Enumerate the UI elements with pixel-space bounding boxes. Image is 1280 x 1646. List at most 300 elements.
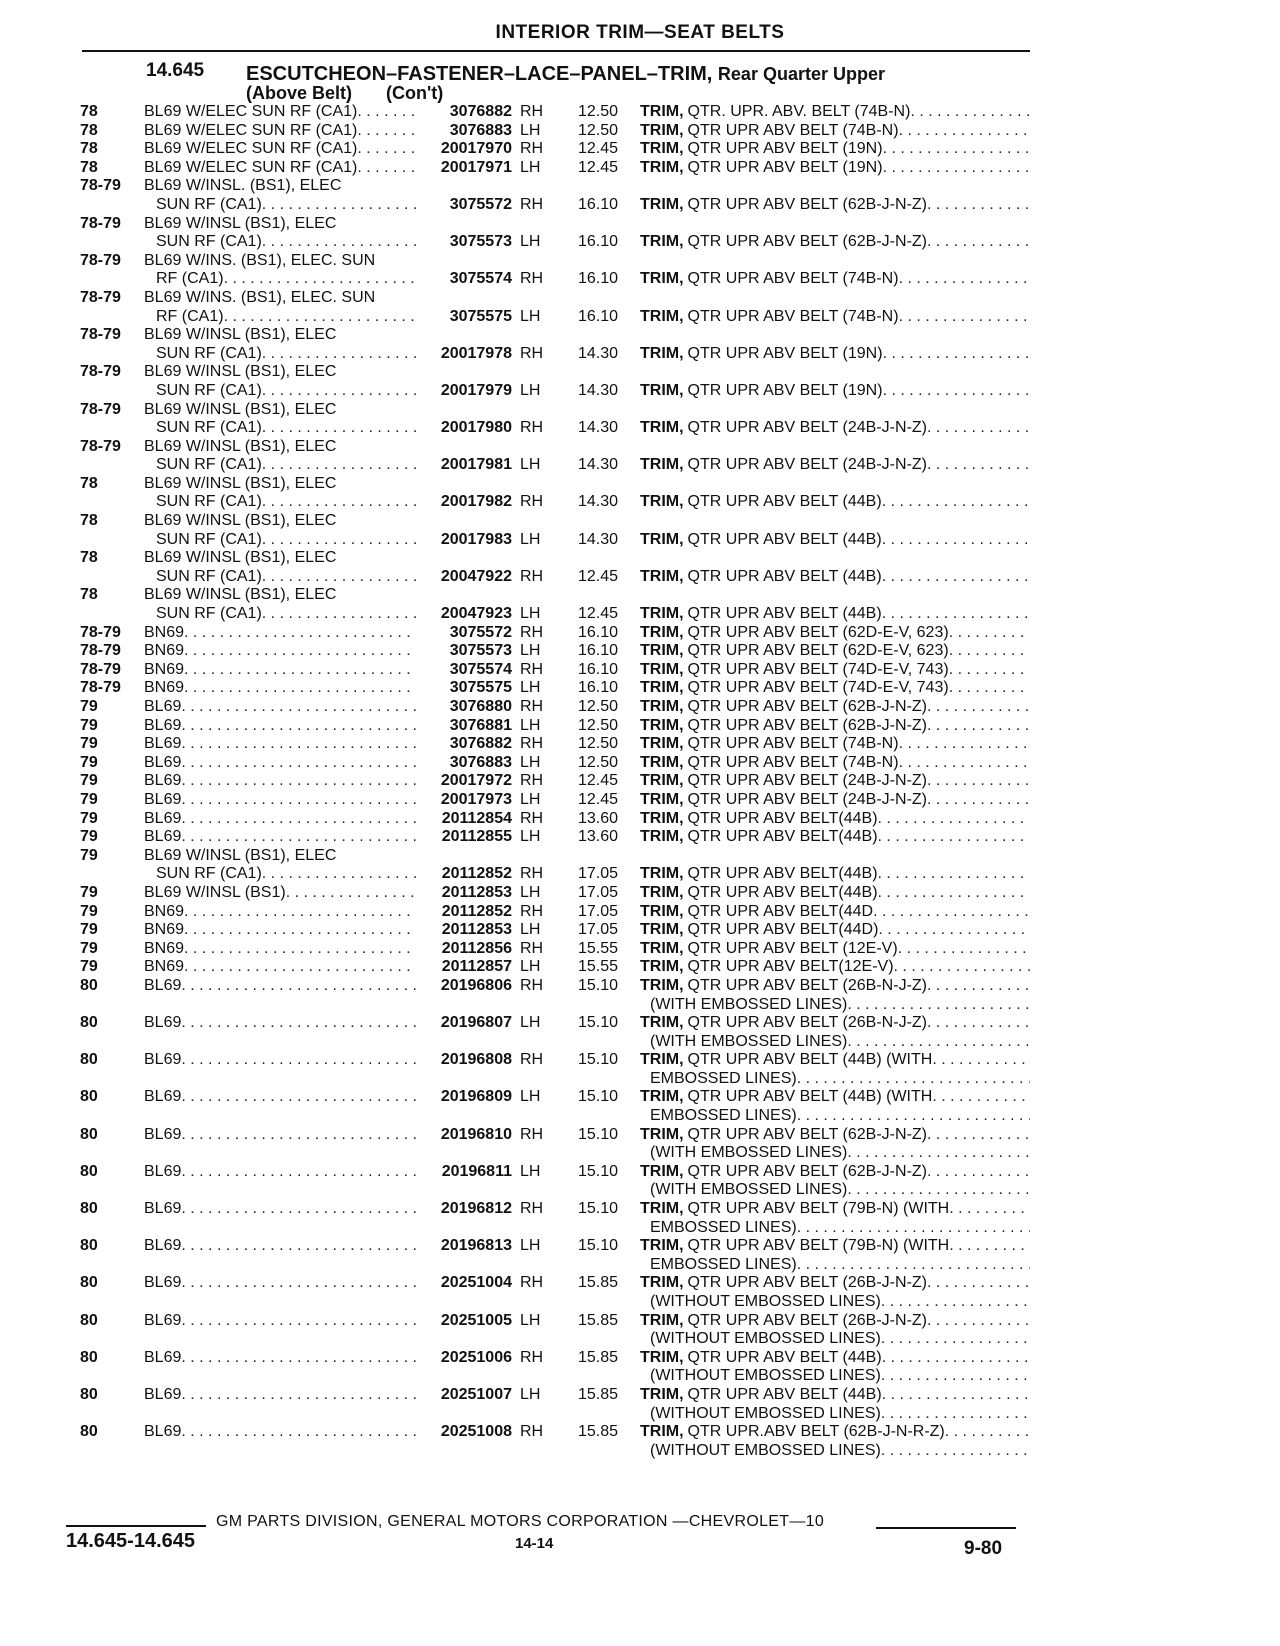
leader-dots bbox=[927, 1163, 1030, 1182]
trim-text: QTR UPR ABV BELT(44B) bbox=[687, 883, 878, 901]
trim-leader bbox=[640, 828, 1030, 847]
trim-prefix: TRIM, bbox=[640, 530, 684, 548]
trim-text: QTR UPR ABV BELT (44B) bbox=[687, 605, 882, 623]
description-text: BL69 W/ELEC SUN RF (CA1) bbox=[144, 121, 358, 139]
parts-table bbox=[80, 103, 1030, 1460]
trim-leader bbox=[640, 196, 1030, 215]
model-description bbox=[144, 1163, 416, 1182]
model-description bbox=[144, 549, 416, 568]
table-row bbox=[80, 940, 1030, 959]
trim-leader bbox=[640, 1200, 1030, 1219]
leader-dots bbox=[847, 1033, 1030, 1052]
leader-dots bbox=[847, 996, 1030, 1015]
leader-dots bbox=[927, 1312, 1030, 1331]
model-year bbox=[80, 1293, 144, 1312]
model-year: 80 bbox=[80, 1200, 98, 1218]
part-number: 3075575 bbox=[449, 307, 512, 325]
section-subtitle-text: (Above Belt) bbox=[246, 83, 353, 103]
side: LH bbox=[520, 233, 541, 251]
part-number bbox=[416, 1256, 512, 1275]
description-text: BN69 bbox=[144, 623, 185, 641]
model-description bbox=[144, 828, 416, 847]
model-description bbox=[144, 1386, 416, 1405]
description-leader bbox=[144, 940, 416, 959]
trim-prefix: TRIM, bbox=[640, 1014, 684, 1032]
leader-dots bbox=[927, 1014, 1030, 1033]
description-leader bbox=[156, 419, 416, 438]
model-description bbox=[144, 1144, 416, 1163]
trim-prefix: TRIM, bbox=[640, 753, 684, 771]
model-description bbox=[144, 438, 416, 457]
leader-dots bbox=[882, 531, 1030, 550]
side: LH bbox=[520, 1237, 541, 1255]
leader-dots bbox=[797, 1256, 1030, 1275]
description-text: SUN RF (CA1) bbox=[156, 419, 262, 437]
part-number bbox=[416, 1330, 512, 1349]
trim-description bbox=[640, 1293, 1030, 1312]
trim-text: QTR UPR ABV BELT (24B-J-N-Z) bbox=[687, 772, 927, 790]
model-description bbox=[144, 326, 416, 345]
table-row bbox=[80, 605, 1030, 624]
trim-leader bbox=[640, 345, 1030, 364]
trim-prefix: TRIM, bbox=[640, 883, 684, 901]
part-number: 20196808 bbox=[440, 1051, 512, 1069]
model-year: 79 bbox=[80, 958, 98, 976]
section-title bbox=[246, 64, 885, 84]
description-text: BL69 W/INSL (BS1), ELEC bbox=[144, 363, 337, 381]
trim-leader bbox=[640, 419, 1030, 438]
model-year: 78 bbox=[80, 586, 98, 604]
trim-description bbox=[640, 661, 1030, 680]
description-leader bbox=[144, 903, 416, 922]
trim-description bbox=[640, 493, 1030, 512]
description-text: BL69 W/INSL (BS1), ELEC bbox=[144, 846, 337, 864]
leader-dots bbox=[910, 103, 1030, 122]
side bbox=[512, 363, 554, 382]
trim-text: QTR UPR ABV BELT (26B-N-J-Z) bbox=[687, 976, 927, 994]
price: 16.10 bbox=[577, 660, 618, 678]
model-year: 78 bbox=[80, 474, 98, 492]
description-text: BL69 bbox=[144, 1348, 182, 1366]
trim-continuation-leader bbox=[640, 1144, 1030, 1163]
trim-description bbox=[640, 1181, 1030, 1200]
trim-text: QTR UPR ABV BELT (62B-J-N-Z) bbox=[687, 716, 927, 734]
model-year: 80 bbox=[80, 1348, 98, 1366]
leader-dots bbox=[899, 270, 1030, 289]
description-leader bbox=[144, 1274, 416, 1293]
side: RH bbox=[520, 1274, 544, 1292]
description-text: BL69 bbox=[144, 809, 182, 827]
trim-prefix: TRIM, bbox=[640, 735, 684, 753]
description-leader bbox=[156, 270, 416, 289]
model-year: 78-79 bbox=[80, 214, 121, 232]
model-description bbox=[144, 996, 416, 1015]
table-row bbox=[80, 549, 1030, 568]
price: 12.45 bbox=[577, 772, 618, 790]
description-text: SUN RF (CA1) bbox=[156, 233, 262, 251]
model-description bbox=[144, 1126, 416, 1145]
trim-text: QTR UPR ABV BELT (24B-J-N-Z) bbox=[687, 790, 927, 808]
price bbox=[554, 586, 640, 605]
trim-text: QTR UPR ABV BELT (44B) bbox=[687, 1348, 882, 1366]
part-number: 20017981 bbox=[440, 456, 512, 474]
part-number: 20251004 bbox=[440, 1274, 512, 1292]
model-description bbox=[144, 159, 416, 178]
trim-leader bbox=[640, 456, 1030, 475]
leader-dots bbox=[181, 828, 416, 847]
leader-dots bbox=[181, 772, 416, 791]
trim-description bbox=[640, 270, 1030, 289]
model-description bbox=[144, 103, 416, 122]
trim-description bbox=[640, 865, 1030, 884]
leader-dots bbox=[927, 1274, 1030, 1293]
price bbox=[554, 1442, 640, 1461]
leader-dots bbox=[882, 568, 1030, 587]
trim-text: QTR UPR ABV BELT (19N) bbox=[687, 344, 883, 362]
model-year bbox=[80, 605, 144, 624]
part-number: 20017982 bbox=[440, 493, 512, 511]
model-description bbox=[144, 270, 416, 289]
leader-dots bbox=[932, 1088, 1030, 1107]
model-description bbox=[144, 865, 416, 884]
price: 15.10 bbox=[577, 1125, 618, 1143]
leader-dots bbox=[883, 345, 1030, 364]
trim-prefix: TRIM, bbox=[640, 1237, 684, 1255]
trim-description bbox=[640, 754, 1030, 773]
trim-description bbox=[640, 1070, 1030, 1089]
model-year: 79 bbox=[80, 716, 98, 734]
model-year bbox=[80, 1219, 144, 1238]
leader-dots bbox=[262, 345, 416, 364]
model-year: 78 bbox=[80, 140, 98, 158]
description-leader bbox=[144, 122, 416, 141]
trim-leader bbox=[640, 958, 1030, 977]
trim-description bbox=[640, 1163, 1030, 1182]
trim-description bbox=[640, 122, 1030, 141]
side bbox=[512, 1070, 554, 1089]
table-row bbox=[80, 1126, 1030, 1145]
description-leader bbox=[144, 921, 416, 940]
model-year bbox=[80, 233, 144, 252]
trim-text: QTR UPR ABV BELT (62B-J-N-Z) bbox=[687, 1125, 927, 1143]
description-leader bbox=[144, 1163, 416, 1182]
leader-dots bbox=[899, 308, 1030, 327]
side: RH bbox=[520, 344, 544, 362]
trim-leader bbox=[640, 308, 1030, 327]
leader-dots bbox=[878, 884, 1030, 903]
trim-leader bbox=[640, 624, 1030, 643]
trim-text: QTR UPR ABV BELT (44B) (WITH bbox=[687, 1051, 933, 1069]
trim-text: QTR UPR ABV BELT (74B-N) bbox=[687, 121, 899, 139]
trim-continuation: (WITH EMBOSSED LINES) bbox=[650, 995, 848, 1013]
model-description bbox=[144, 1293, 416, 1312]
price: 17.05 bbox=[577, 921, 618, 939]
part-number: 20017983 bbox=[440, 530, 512, 548]
description-leader bbox=[156, 493, 416, 512]
price: 15.10 bbox=[577, 1014, 618, 1032]
table-row bbox=[80, 419, 1030, 438]
trim-prefix: TRIM, bbox=[640, 270, 684, 288]
model-year: 80 bbox=[80, 1162, 98, 1180]
description-leader bbox=[156, 233, 416, 252]
model-description bbox=[144, 958, 416, 977]
price: 15.10 bbox=[577, 1088, 618, 1106]
trim-text: QTR UPR ABV BELT(12E-V) bbox=[687, 958, 894, 976]
model-description bbox=[144, 977, 416, 996]
model-description bbox=[144, 1200, 416, 1219]
table-row bbox=[80, 1163, 1030, 1182]
part-number: 20112855 bbox=[441, 828, 512, 846]
trim-description bbox=[640, 1088, 1030, 1107]
trim-description bbox=[640, 1219, 1030, 1238]
description-text: BL69 bbox=[144, 1051, 182, 1069]
trim-text: QTR. UPR. ABV. BELT (74B-N) bbox=[687, 103, 911, 120]
side bbox=[512, 1293, 554, 1312]
trim-description bbox=[640, 847, 1030, 866]
table-row bbox=[80, 438, 1030, 457]
footer-rule-right bbox=[876, 1527, 1016, 1529]
description-text: BL69 bbox=[144, 772, 182, 790]
part-number: 3075573 bbox=[449, 233, 512, 251]
leader-dots bbox=[883, 382, 1030, 401]
price bbox=[554, 363, 640, 382]
trim-prefix: TRIM, bbox=[640, 772, 684, 790]
model-description bbox=[144, 1312, 416, 1331]
description-text: SUN RF (CA1) bbox=[156, 456, 262, 474]
description-text: BL69 bbox=[144, 828, 182, 846]
side: RH bbox=[520, 1348, 544, 1366]
leader-dots bbox=[882, 605, 1030, 624]
trim-description bbox=[640, 363, 1030, 382]
part-number: 20251008 bbox=[440, 1423, 512, 1441]
part-number: 20017972 bbox=[440, 772, 512, 790]
model-description bbox=[144, 642, 416, 661]
table-row bbox=[80, 642, 1030, 661]
model-description bbox=[144, 921, 416, 940]
side bbox=[512, 215, 554, 234]
side bbox=[512, 549, 554, 568]
side bbox=[512, 438, 554, 457]
trim-continuation-leader bbox=[640, 1219, 1030, 1238]
part-number: 20196807 bbox=[440, 1014, 512, 1032]
table-row bbox=[80, 531, 1030, 550]
price bbox=[554, 847, 640, 866]
trim-prefix: TRIM, bbox=[640, 865, 684, 883]
price: 13.60 bbox=[577, 809, 618, 827]
trim-leader bbox=[640, 661, 1030, 680]
side: RH bbox=[520, 195, 544, 213]
description-leader bbox=[144, 884, 416, 903]
part-number: 3075574 bbox=[449, 660, 512, 678]
part-number bbox=[416, 215, 512, 234]
trim-leader bbox=[640, 679, 1030, 698]
trim-text: QTR UPR ABV BELT(44D) bbox=[687, 921, 879, 939]
model-year: 79 bbox=[80, 883, 98, 901]
description-text: BL69 W/INSL (BS1), ELEC bbox=[144, 474, 337, 492]
table-row bbox=[80, 661, 1030, 680]
section-number: 14.645 bbox=[146, 60, 205, 81]
description-leader bbox=[156, 382, 416, 401]
footer-publisher: GM PARTS DIVISION, GENERAL MOTORS CORPORATION —CHEVROLET—10 bbox=[216, 1513, 825, 1530]
trim-leader bbox=[640, 493, 1030, 512]
trim-leader bbox=[640, 940, 1030, 959]
trim-description bbox=[640, 196, 1030, 215]
description-text: BL69 bbox=[144, 1162, 182, 1180]
trim-prefix: TRIM, bbox=[640, 976, 684, 994]
model-description bbox=[144, 1181, 416, 1200]
trim-leader bbox=[640, 735, 1030, 754]
table-row bbox=[80, 103, 1030, 122]
trim-leader bbox=[640, 698, 1030, 717]
trim-description bbox=[640, 1405, 1030, 1424]
leader-dots bbox=[181, 1014, 416, 1033]
model-description bbox=[144, 382, 416, 401]
model-description bbox=[144, 1033, 416, 1052]
leader-dots bbox=[881, 1405, 1030, 1424]
description-leader bbox=[144, 958, 416, 977]
side: RH bbox=[520, 1125, 544, 1143]
side: RH bbox=[520, 567, 544, 585]
leader-dots bbox=[882, 1349, 1030, 1368]
trim-text: QTR UPR ABV BELT (44B) bbox=[687, 493, 882, 511]
part-number: 20017979 bbox=[440, 381, 512, 399]
model-description bbox=[144, 847, 416, 866]
price bbox=[554, 177, 640, 196]
leader-dots bbox=[262, 865, 416, 884]
price bbox=[554, 1144, 640, 1163]
trim-description bbox=[640, 735, 1030, 754]
trim-leader bbox=[640, 159, 1030, 178]
side: LH bbox=[520, 883, 541, 901]
description-leader bbox=[144, 1051, 416, 1070]
trim-text: QTR UPR.ABV BELT (62B-J-N-R-Z) bbox=[687, 1423, 945, 1441]
model-description bbox=[144, 605, 416, 624]
leader-dots bbox=[184, 940, 416, 959]
description-leader bbox=[156, 605, 416, 624]
table-row bbox=[80, 233, 1030, 252]
part-number: 20017970 bbox=[440, 140, 512, 158]
description-leader bbox=[144, 1088, 416, 1107]
description-leader bbox=[144, 735, 416, 754]
part-number bbox=[416, 1033, 512, 1052]
leader-dots bbox=[881, 1330, 1030, 1349]
trim-leader bbox=[640, 1163, 1030, 1182]
part-number: 20112857 bbox=[441, 958, 512, 976]
model-description bbox=[144, 1349, 416, 1368]
trim-leader bbox=[640, 531, 1030, 550]
trim-prefix: TRIM, bbox=[640, 419, 684, 437]
part-number: 3075574 bbox=[449, 270, 512, 288]
table-row bbox=[80, 1219, 1030, 1238]
side bbox=[512, 847, 554, 866]
trim-leader bbox=[640, 1349, 1030, 1368]
trim-leader bbox=[640, 642, 1030, 661]
side bbox=[512, 996, 554, 1015]
side: RH bbox=[520, 1200, 544, 1218]
price: 14.30 bbox=[577, 456, 618, 474]
side: RH bbox=[520, 419, 544, 437]
trim-description bbox=[640, 549, 1030, 568]
trim-continuation: EMBOSSED LINES) bbox=[650, 1218, 797, 1236]
table-row bbox=[80, 754, 1030, 773]
table-row bbox=[80, 270, 1030, 289]
part-number: 20017971 bbox=[440, 158, 512, 176]
description-leader bbox=[144, 679, 416, 698]
table-row bbox=[80, 252, 1030, 271]
table-row bbox=[80, 382, 1030, 401]
part-number: 3076882 bbox=[449, 103, 512, 120]
trim-text: QTR UPR ABV BELT(44B) bbox=[687, 828, 878, 846]
trim-description bbox=[640, 252, 1030, 271]
trim-leader bbox=[640, 977, 1030, 996]
trim-prefix: TRIM, bbox=[640, 233, 684, 251]
leader-dots bbox=[899, 735, 1030, 754]
description-text: BN69 bbox=[144, 660, 185, 678]
model-year: 78-79 bbox=[80, 642, 121, 660]
model-description bbox=[144, 493, 416, 512]
model-description bbox=[144, 1088, 416, 1107]
description-text: BL69 W/INSL (BS1) bbox=[144, 883, 286, 901]
model-description bbox=[144, 308, 416, 327]
trim-description bbox=[640, 177, 1030, 196]
trim-description bbox=[640, 401, 1030, 420]
trim-continuation: (WITHOUT EMBOSSED LINES) bbox=[650, 1330, 881, 1348]
part-number bbox=[416, 401, 512, 420]
model-year: 78-79 bbox=[80, 437, 121, 455]
trim-description bbox=[640, 624, 1030, 643]
part-number: 3076882 bbox=[449, 735, 512, 753]
table-row bbox=[80, 1070, 1030, 1089]
page-title: INTERIOR TRIM—SEAT BELTS bbox=[495, 22, 785, 43]
trim-prefix: TRIM, bbox=[640, 195, 684, 213]
model-description bbox=[144, 122, 416, 141]
description-leader bbox=[144, 661, 416, 680]
model-year: 80 bbox=[80, 1311, 98, 1329]
trim-description bbox=[640, 1144, 1030, 1163]
price: 16.10 bbox=[577, 270, 618, 288]
description-leader bbox=[144, 828, 416, 847]
description-text: BN69 bbox=[144, 921, 185, 939]
title-rule bbox=[82, 50, 1030, 52]
price bbox=[554, 1330, 640, 1349]
leader-dots bbox=[883, 159, 1030, 178]
trim-text: QTR UPR ABV BELT (24B-J-N-Z) bbox=[687, 419, 927, 437]
leader-dots bbox=[882, 1386, 1030, 1405]
description-text: SUN RF (CA1) bbox=[156, 195, 262, 213]
trim-description bbox=[640, 475, 1030, 494]
trim-description bbox=[640, 159, 1030, 178]
model-year: 78 bbox=[80, 512, 98, 530]
leader-dots bbox=[927, 977, 1030, 996]
table-row bbox=[80, 884, 1030, 903]
trim-text: QTR UPR ABV BELT (44B) bbox=[687, 1385, 882, 1403]
trim-leader bbox=[640, 865, 1030, 884]
trim-description bbox=[640, 791, 1030, 810]
model-year: 80 bbox=[80, 1125, 98, 1143]
trim-leader bbox=[640, 1386, 1030, 1405]
description-leader bbox=[144, 977, 416, 996]
model-year: 80 bbox=[80, 976, 98, 994]
leader-dots bbox=[181, 791, 416, 810]
price bbox=[554, 1181, 640, 1200]
trim-text: QTR UPR ABV BELT (44B) bbox=[687, 567, 882, 585]
price: 12.50 bbox=[577, 121, 618, 139]
trim-leader bbox=[640, 233, 1030, 252]
trim-leader bbox=[640, 921, 1030, 940]
description-leader bbox=[144, 624, 416, 643]
model-description bbox=[144, 1330, 416, 1349]
table-row bbox=[80, 122, 1030, 141]
